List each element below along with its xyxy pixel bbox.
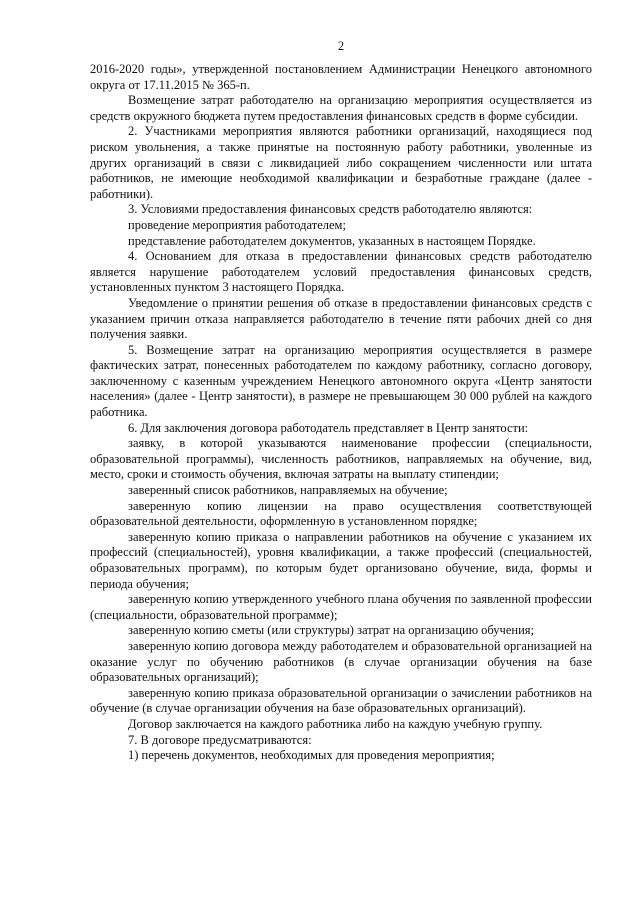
document-body <box>90 62 592 764</box>
paragraph: Возмещение затрат работодателю на организацию мероприятия осуществляется из средств окружного бюджета путем предоставления финансовых средств в форме субсидии. <box>90 93 592 123</box>
paragraph: заверенную копию приказа образовательной организации о зачислении работников на обучение (в случае организации обучения на базе образовательных организаций). <box>90 685 592 716</box>
paragraph: 7. В договоре предусматриваются: <box>128 732 312 747</box>
paragraph: заверенный список работников, направляемых на обучение; <box>128 483 448 498</box>
paragraph: 5. Возмещение затрат на организацию мероприятия осуществляется в размере фактических затрат, понесенных работодателем по каждому работнику, согласно договору, заключенному с казенным учреждением Ненецкого автономного округа «Центр занятости населения» (далее - Центр занятости), в размере не превышающем 30 000 рублей на каждого работника. <box>90 342 592 420</box>
paragraph: 2. Участниками мероприятия являются работники организаций, находящиеся под риском увольнения, а также принятые на постоянную работу работники, уволенные из других организаций в связи с ликвидацией либо сокращением численности или штата работников, не имеющие необходимой квалификации и безработные граждане (далее - работники). <box>90 124 592 201</box>
paragraph: заверенную копию утвержденного учебного плана обучения по заявленной профессии (специальности, образовательной программе); <box>90 592 592 622</box>
paragraph: заверенную копию договора между работодателем и образовательной организацией на оказание услуг по обучению работников (в случае организации обучения на базе образовательных организаций); <box>90 638 592 685</box>
paragraph: заверенную копию сметы (или структуры) затрат на организацию обучения; <box>128 623 534 638</box>
page-number: 2 <box>337 39 345 53</box>
paragraph: заявку, в которой указываются наименование профессии (специальности, образовательной программы), численность работников, направляемых на обучение, вид, место, сроки и стоимость обучения, включая затраты на выплату стипендии; <box>90 436 592 482</box>
paragraph: представление работодателем документов, указанных в настоящем Порядке. <box>128 233 536 248</box>
paragraph: 4. Основанием для отказа в предоставлении финансовых средств работодателю является нарушение работодателем условий предоставления финансовых средств, установленных пунктом 3 настоящего Порядка. <box>90 249 592 295</box>
paragraph: 2016-2020 годы», утвержденной постановлением Администрации Ненецкого автономного округа от 17.11.2015 № 365-п. <box>90 62 592 92</box>
paragraph: 1) перечень документов, необходимых для проведения мероприятия; <box>128 748 495 763</box>
paragraph: проведение мероприятия работодателем; <box>128 217 346 232</box>
paragraph: Договор заключается на каждого работника либо на каждую учебную группу. <box>128 716 543 731</box>
paragraph: заверенную копию приказа о направлении работников на обучение с указанием их профессий (специальностей), уровня квалификации, а также профессий (специальностей, образовательных программ), по которым будет организовано обучение, вида, формы и периода обучения; <box>90 529 592 591</box>
paragraph: 6. Для заключения договора работодатель представляет в Центр занятости: <box>128 420 529 435</box>
paragraph: Уведомление о принятии решения об отказе в предоставлении финансовых средств с указанием причин отказа направляется работодателю в течение пяти рабочих дней со дня получения заявки. <box>90 295 592 342</box>
paragraph: 3. Условиями предоставления финансовых средств работодателю являются: <box>128 202 533 217</box>
paragraph: заверенную копию лицензии на право осуществления соответствующей образовательной деятельности, оформленную в установленном порядке; <box>90 498 592 529</box>
